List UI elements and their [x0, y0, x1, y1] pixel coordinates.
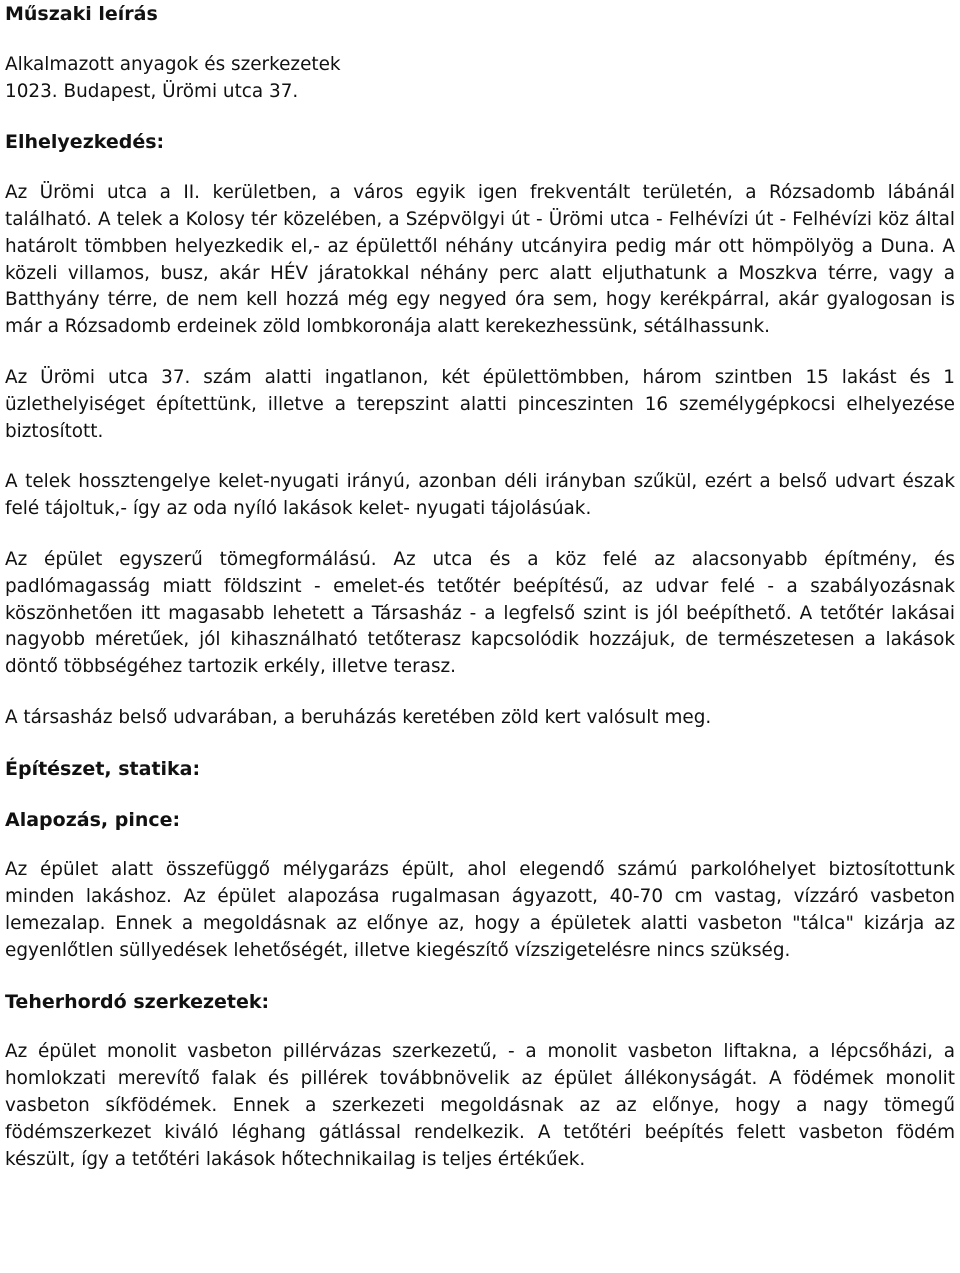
document-subtitle — [5, 52, 955, 106]
paragraph-location-2: Az Ürömi utca 37. szám alatti ingatlanon, két épülettömbben, három szintben 15 lakást és 1 üzlethelyiséget építettünk, illetve a terepszint alatti pinceszinten 16 személygépkocsi elhelyezése biztosított. — [5, 366, 955, 442]
heading-foundation: Alapozás, pince: — [5, 808, 181, 831]
paragraph-location-3: A telek hossztengelye kelet-nyugati irányú, azonban déli irányban szűkül, ezért a belső udvart észak felé tájoltuk,- így az oda nyíló lakások kelet- nyugati tájolásúak. — [5, 471, 955, 520]
paragraph-foundation-1: Az épület alatt összefüggő mélygarázs épült, ahol elegendő számú parkolóhelyet biztosítottunk minden lakáshoz. Az épület alapozása rugalmasan ágyazott, 40-70 cm vastag, vízzáró vasbeton lemezalap. Ennek a megoldásnak az előnye az, hogy a épületek alatti vasbeton "tálca" kizárja az egyenlőtlen süllyedések lehetőségét, illetve kiegészítő vízszigetelésre nincs szükség. — [5, 859, 955, 961]
heading-location: Elhelyezkedés: — [5, 131, 165, 154]
paragraph-location-4: Az épület egyszerű tömegformálású. Az utca és a köz felé az alacsonyabb építmény, és padlómagasság miatt földszint - emelet-és tetőtér beépítésű, az udvar felé - a szabályozásnak köszönhetően itt magasabb lehetett a Társasház - a legfelső szint is jól beépíthető. A tetőtér lakásai nagyobb méretűek, jól kihasználható tetőterasz kapcsolódik hozzájuk, de természetesen a lakások döntő többségéhez tartozik erkély, illetve terasz. — [5, 548, 955, 678]
subtitle-address: 1023. Budapest, Ürömi utca 37. — [5, 80, 299, 102]
document-title: Műszaki leírás — [5, 3, 158, 25]
paragraph-structure-1: Az épület monolit vasbeton pillérvázas szerkezetű, - a monolit vasbeton liftakna, a lépcsőházi, a homlokzati merevítő falak és pillérek továbbnövelik az épület állékonyságát. A födémek monolit vasbeton síkfödémek. Ennek a szerkezeti megoldásnak az az előnye, hogy a nagy tömegű födémszerkezet kiváló léghang gátlással rendelkezik. A tetőtéri beépítés felett vasbeton födém készült, így a tetőtéri lakások hőtechnikailag is teljes értékűek. — [5, 1041, 955, 1170]
paragraph-location-5: A társasház belső udvarában, a beruházás keretében zöld kert valósult meg. — [5, 706, 712, 728]
paragraph-location-1: Az Ürömi utca a II. kerületben, a város egyik igen frekventált területén, a Rózsadomb lábánál található. A telek a Kolosy tér közelében, a Szépvölgyi út - Ürömi utca - Felhévízi út - Felhévízi köz által határolt tömbben helyezkedik el,- az épülettől néhány utcányira pedig már ott hömpölyög a Duna. A közeli villamos, busz, akár HÉV járatokkal néhány perc alatt eljuthatunk a Moszkva térre, vagy a Batthyány térre, de nem kell hozzá még egy negyed óra sem, hogy kerékpárral, akár gyalogosan is már a Rózsadomb erdeinek zöld lombkoronája alatt kerekezhessünk, sétálhassunk. — [5, 182, 955, 338]
heading-structure: Teherhordó szerkezetek: — [5, 990, 270, 1013]
subtitle-materials: Alkalmazott anyagok és szerkezetek — [5, 53, 341, 75]
heading-architecture: Építészet, statika: — [5, 757, 201, 780]
